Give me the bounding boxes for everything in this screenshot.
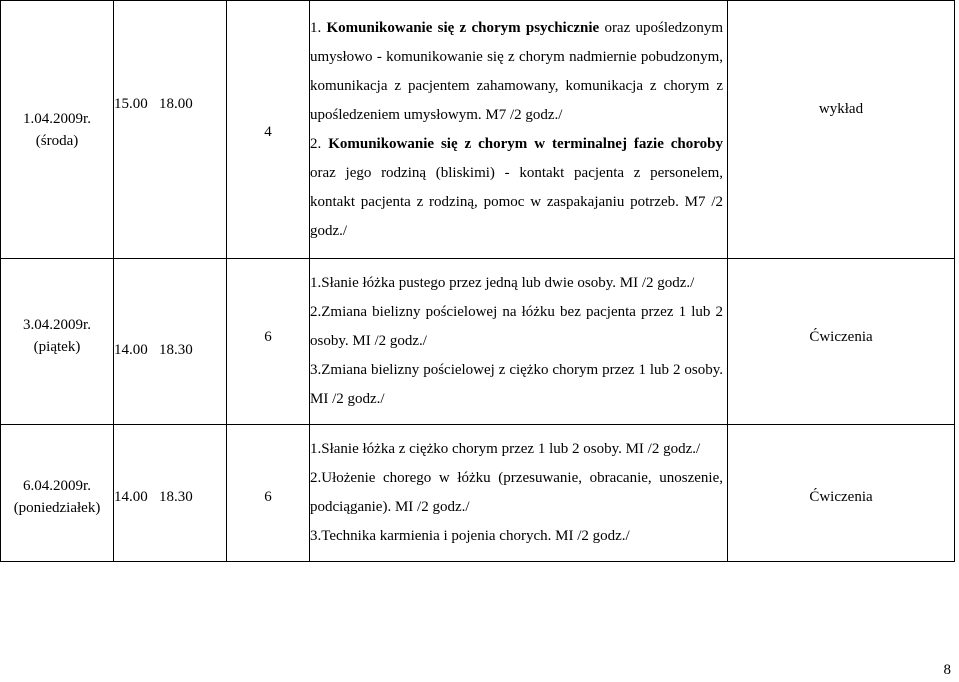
table-row xyxy=(1,1,955,259)
table-row xyxy=(1,259,955,425)
page-number: 8 xyxy=(943,662,951,678)
list-item: 1.Słanie łóżka z ciężko chorym przez 1 lub 2 osoby. MI /2 godz./ xyxy=(310,441,701,457)
hours: 6 xyxy=(264,488,272,505)
form-cell xyxy=(728,425,955,562)
weekday: (środa) xyxy=(35,132,79,149)
topics-cell xyxy=(310,1,728,259)
topic-text: oraz upośledzonym umysłowo - komunikowanie się z chorym nadmiernie pobudzonym, komunikacja z pacjentem zahamowany, komunikacja z chorym z upośledzeniem umysłowym. M7 /2 godz./ xyxy=(310,19,723,123)
hours-cell xyxy=(227,1,310,259)
list-item: 3.Technika karmienia i pojenia chorych. MI /2 godz./ xyxy=(310,528,630,544)
table-row xyxy=(1,425,955,562)
list-item: 3.Zmiana bielizny pościelowej z ciężko chorym przez 1 lub 2 osoby. MI /2 godz./ xyxy=(310,362,723,407)
date: 3.04.2009r. xyxy=(23,316,91,333)
date-cell xyxy=(1,259,114,425)
topics-cell xyxy=(310,259,728,425)
topics-cell xyxy=(310,425,728,562)
date-cell xyxy=(1,1,114,259)
time-range: 14.00 18.30 xyxy=(114,488,193,505)
topic-number: 2. xyxy=(310,135,329,152)
date: 6.04.2009r. xyxy=(23,478,91,494)
time-cell xyxy=(114,1,227,259)
list-item: 2.Zmiana bielizny pościelowej na łóżku bez pacjenta przez 1 lub 2 osoby. MI /2 godz./ xyxy=(310,304,723,349)
time-range: 14.00 18.30 xyxy=(114,342,193,358)
class-form: Ćwiczenia xyxy=(809,488,873,505)
hours: 6 xyxy=(264,329,272,345)
weekday: (piątek) xyxy=(33,338,81,355)
date: 1.04.2009r. xyxy=(23,110,91,127)
list-item: 2.Ułożenie chorego w łóżku (przesuwanie, obracanie, unoszenie, podciąganie). MI /2 godz./ xyxy=(310,470,723,515)
time-cell xyxy=(114,425,227,562)
weekday: (poniedziałek) xyxy=(13,500,101,516)
class-form: Ćwiczenia xyxy=(809,329,873,345)
topic-number: 1. xyxy=(310,19,327,36)
topic-title: Komunikowanie się z chorym psychicznie xyxy=(326,19,600,36)
time-cell xyxy=(114,259,227,425)
hours-cell xyxy=(227,259,310,425)
hours: 4 xyxy=(264,124,272,140)
list-item: 1.Słanie łóżka pustego przez jedną lub dwie osoby. MI /2 godz./ xyxy=(310,275,695,291)
topic-paragraph xyxy=(310,130,727,246)
time-range: 15.00 18.00 xyxy=(114,96,193,112)
class-form: wykład xyxy=(818,101,864,117)
topic-paragraph xyxy=(310,14,727,130)
hours-cell xyxy=(227,425,310,562)
topic-title: Komunikowanie się z chorym w terminalnej fazie choroby xyxy=(328,135,724,152)
topic-text: oraz jego rodziną (bliskimi) - kontakt pacjenta z personelem, kontakt pacjenta z rodziną, pomoc w zaspakajaniu potrzeb. M7 /2 godz./ xyxy=(310,164,723,239)
form-cell xyxy=(728,1,955,259)
date-cell xyxy=(1,425,114,562)
form-cell xyxy=(728,259,955,425)
